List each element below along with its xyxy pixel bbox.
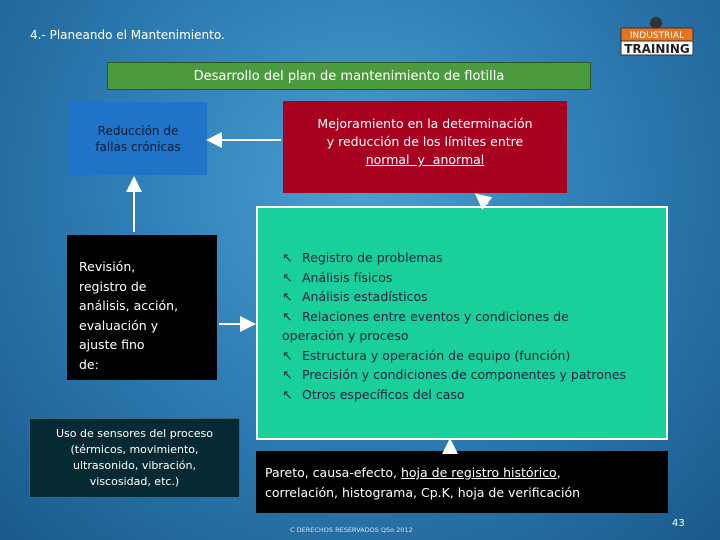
tools-line-2: correlación, histograma, Cp.K, hoja de verificación xyxy=(265,485,581,500)
activity-item-continuation: operación y proceso xyxy=(282,328,409,343)
review-line: evaluación y xyxy=(79,317,159,333)
sensors-line: Uso de sensores del proceso xyxy=(55,427,214,440)
arrow-bullet-icon: ↖ xyxy=(282,250,293,265)
sensors-line: (térmicos, movimiento, xyxy=(70,443,199,456)
arrow-bullet-icon: ↖ xyxy=(282,289,293,304)
activity-item: ↖ Análisis físicos xyxy=(282,268,658,288)
historical-record-text: hoja de registro histórico xyxy=(400,465,557,480)
reduction-line-1: Reducción de xyxy=(97,123,179,138)
activity-item: ↖ Estructura y operación de equipo (función) xyxy=(282,346,658,366)
improvement-line-3: normal y anormal xyxy=(365,152,485,167)
arrow-bullet-icon: ↖ xyxy=(282,386,293,402)
logo-text-top: INDUSTRIAL xyxy=(629,31,685,41)
activity-item: ↖ Análisis estadísticos xyxy=(282,287,658,307)
copyright-text: C DERECHOS RESERVADOS QSo 2012 xyxy=(290,526,413,534)
page-title: 4.- Planeando el Mantenimiento. xyxy=(30,28,225,42)
arrow-bullet-icon: ↖ xyxy=(282,308,293,324)
review-line: registro de xyxy=(79,278,147,294)
logo-text-bottom: TRAINING xyxy=(624,42,690,56)
arrow-bullet-icon: ↖ xyxy=(282,269,293,285)
arrow-bullet-icon: ↖ xyxy=(282,367,293,382)
activity-item: ↖ Precisión y condiciones de componentes y patrones xyxy=(282,365,658,385)
activity-item: ↖ Relaciones entre eventos y condiciones de xyxy=(282,307,658,327)
activity-item: ↖ Otros específicos del caso xyxy=(282,385,658,405)
review-line: análisis, acción, xyxy=(79,298,179,313)
banner-text: Desarrollo del plan de mantenimiento de flotilla xyxy=(193,68,505,84)
review-line: Revisión, xyxy=(79,259,136,274)
tools-line-1: Pareto, causa-efecto, hoja de registro histórico, xyxy=(265,465,561,480)
sensors-line: viscosidad, etc.) xyxy=(89,475,180,488)
improvement-line-2: y reducción de los límites entre xyxy=(326,134,524,149)
arrow-bullet-icon: ↖ xyxy=(282,347,293,363)
improvement-line-1: Mejoramiento en la determinación xyxy=(317,116,533,131)
reduction-line-2: fallas crónicas xyxy=(95,139,181,154)
activity-item: ↖ Registro de problemas xyxy=(282,248,658,268)
review-line: de: xyxy=(79,356,99,372)
arrow-activities-to-improvement xyxy=(478,196,488,204)
page-number: 43 xyxy=(672,518,685,529)
review-line: ajuste fino xyxy=(79,337,145,352)
sensors-line: ultrasonido, vibración, xyxy=(73,459,196,472)
